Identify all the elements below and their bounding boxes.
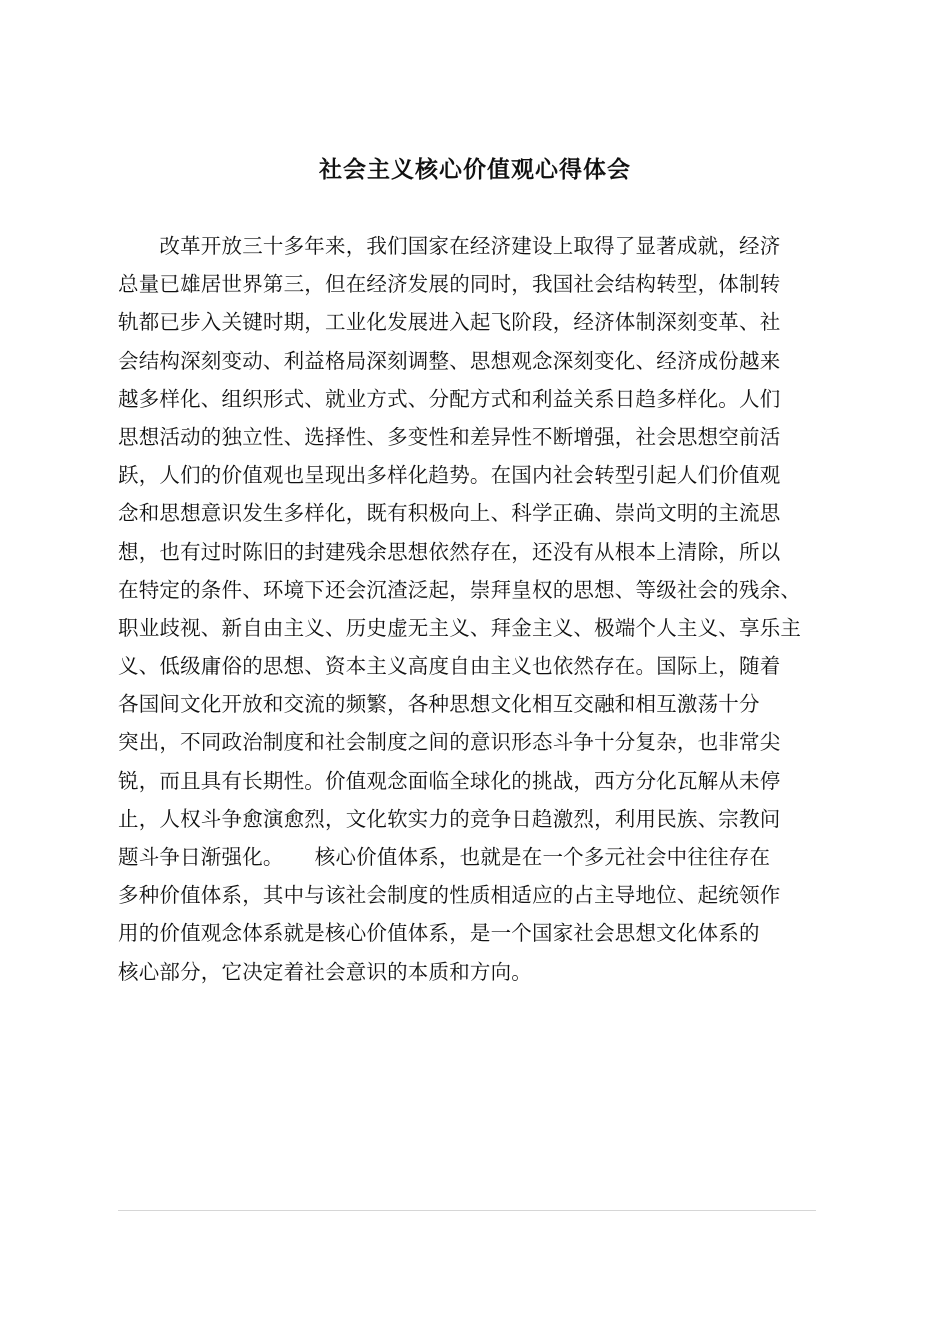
text-line: 义、低级庸俗的思想、资本主义高度自由主义也依然存在。国际上，随着 bbox=[118, 654, 781, 679]
text-line: 会结构深刻变动、利益格局深刻调整、思想观念深刻变化、经济成份越来 bbox=[118, 348, 781, 373]
text-line: 越多样化、组织形式、就业方式、分配方式和利益关系日趋多样化。人们 bbox=[118, 386, 781, 411]
text-line: 职业歧视、新自由主义、历史虚无主义、拜金主义、极端个人主义、享乐主 bbox=[118, 615, 802, 640]
text-line: 题斗争日渐强化。 核心价值体系，也就是在一个多元社会中往往存在 bbox=[118, 845, 771, 869]
text-line: 想，也有过时陈旧的封建残余思想依然存在，还没有从根本上清除，所以 bbox=[118, 539, 781, 564]
footer-divider bbox=[118, 1210, 816, 1211]
body-paragraph bbox=[118, 227, 818, 991]
text-line: 总量已雄居世界第三，但在经济发展的同时，我国社会结构转型，体制转 bbox=[118, 272, 781, 297]
text-line: 核心部分，它决定着社会意识的本质和方向。 bbox=[118, 959, 532, 984]
text-line: 轨都已步入关键时期，工业化发展进入起飞阶段，经济体制深刻变革、社 bbox=[118, 310, 781, 335]
text-line: 止，人权斗争愈演愈烈，文化软实力的竞争日趋激烈，利用民族、宗教问 bbox=[118, 806, 781, 831]
text-line: 改革开放三十多年来，我们国家在经济建设上取得了显著成就，经济 bbox=[118, 234, 781, 258]
text-line: 念和思想意识发生多样化，既有积极向上、科学正确、崇尚文明的主流思 bbox=[118, 501, 781, 526]
text-line: 用的价值观念体系就是核心价值体系，是一个国家社会思想文化体系的 bbox=[118, 921, 760, 946]
text-line: 各国间文化开放和交流的频繁，各种思想文化相互交融和相互激荡十分 bbox=[118, 692, 760, 717]
text-line: 突出，不同政治制度和社会制度之间的意识形态斗争十分复杂，也非常尖 bbox=[118, 730, 781, 755]
text-line: 多种价值体系，其中与该社会制度的性质相适应的占主导地位、起统领作 bbox=[118, 883, 781, 908]
page-title: 社会主义核心价值观心得体会 bbox=[319, 157, 631, 183]
text-line: 思想活动的独立性、选择性、多变性和差异性不断增强，社会思想空前活 bbox=[118, 424, 781, 449]
text-line: 锐，而且具有长期性。价值观念面临全球化的挑战，西方分化瓦解从未停 bbox=[118, 768, 781, 793]
text-line: 在特定的条件、环境下还会沉渣泛起，崇拜皇权的思想、等级社会的残余、 bbox=[118, 577, 802, 602]
text-line: 跃，人们的价值观也呈现出多样化趋势。在国内社会转型引起人们价值观 bbox=[118, 463, 781, 488]
